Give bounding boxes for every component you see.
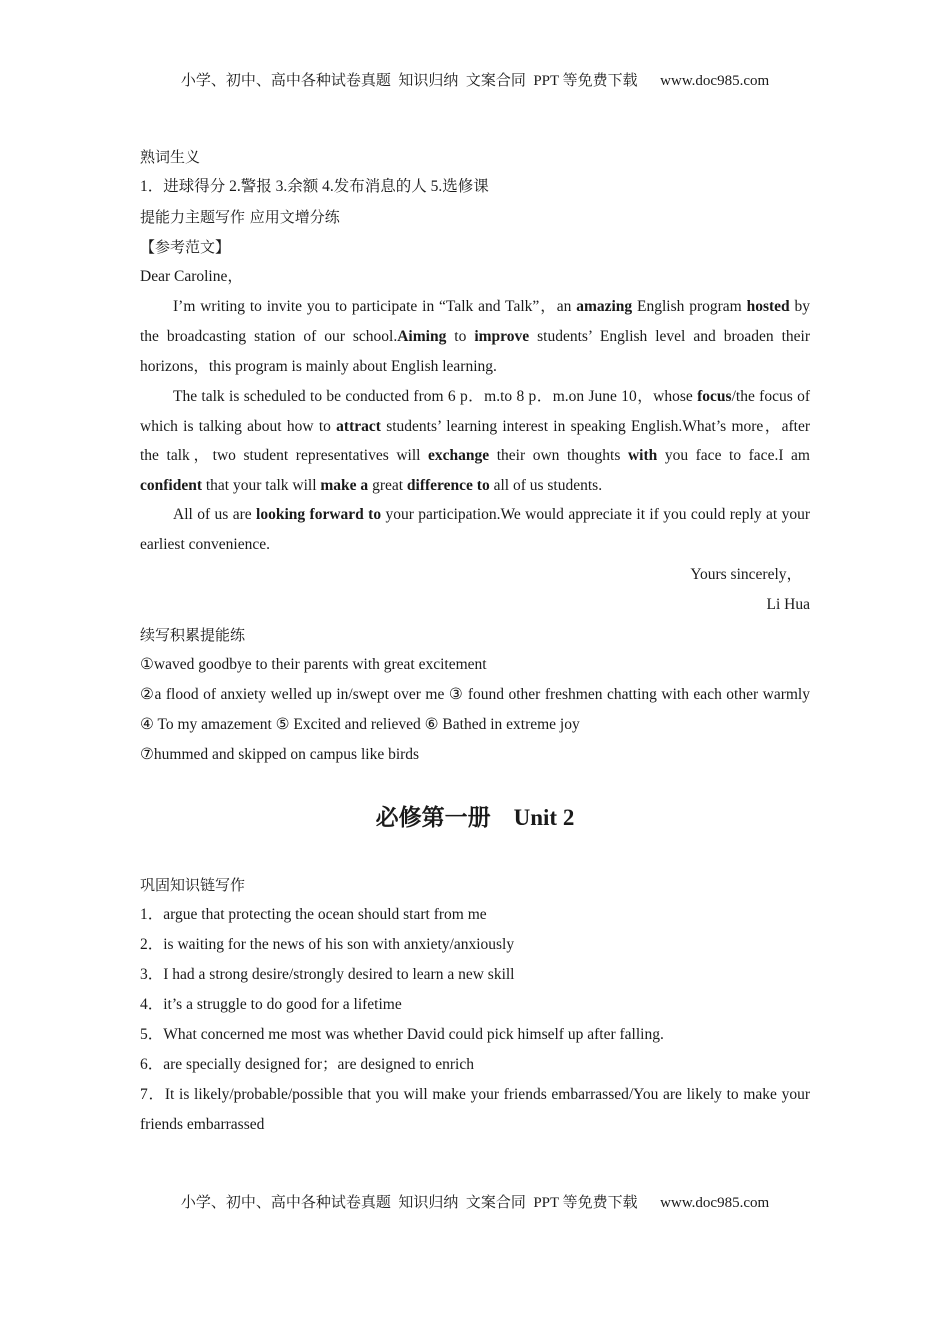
letter-salutation: Dear Caroline， — [140, 268, 243, 285]
list-item: 5．What concerned me most was whether David could pick himself up after falling. — [140, 1025, 664, 1043]
list-item: 6．are specially designed for；are designed to enrich — [140, 1055, 474, 1073]
section-heading-continuation: 续写积累提能练 — [140, 625, 246, 644]
shuci-answers: 1．进球得分 2.警报 3.余额 4.发布消息的人 5.选修课 — [140, 178, 489, 195]
list-item: 4．it’s a struggle to do good for a lifetime — [140, 995, 402, 1013]
reference-label: 【参考范文】 — [140, 238, 231, 256]
continuation-line-3: ⑦hummed and skipped on campus like birds — [140, 745, 420, 763]
list-item: 2．is waiting for the news of his son with anxiety/anxiously — [140, 935, 515, 953]
section-heading-writing: 提能力主题写作 应用文增分练 — [140, 208, 340, 226]
section-heading-knowledge: 巩固知识链写作 — [140, 875, 246, 894]
continuation-line-1: ①waved goodbye to their parents with great excitement — [140, 655, 487, 673]
continuation-line-2: ②a flood of anxiety welled up in/swept over me ③ found other freshmen chatting with each other warmly ④ To my amazement ⑤ Excited and relieved ⑥ Bathed in extreme joy — [140, 685, 810, 733]
letter-paragraph-2: The talk is scheduled to be conducted from 6 p．m.to 8 p．m.on June 10，whose focus/the focus of which is talking about how to attract students’ learning interest in speaking English.What’s more，after the talk，two student representatives will exchange their own thoughts with you face to face.I am confident that your talk will make a great difference to all of us students. — [140, 388, 810, 494]
letter-paragraph-3: All of us are looking forward to your participation.We would appreciate it if you could reply at your earliest convenience. — [140, 506, 811, 553]
document-body — [140, 142, 810, 1140]
letter-signature: Li Hua — [766, 595, 810, 613]
list-item: 7．It is likely/probable/possible that you will make your friends embarrassed/You are likely to make your friends embarrassed — [140, 1085, 810, 1133]
list-item: 1．argue that protecting the ocean should start from me — [140, 905, 487, 923]
page-footer: 小学、初中、高中各种试卷真题 知识归纳 文案合同 PPT 等免费下载 www.doc985.com — [180, 1195, 770, 1211]
letter-paragraph-1: I’m writing to invite you to participate in “Talk and Talk”，an amazing English program hosted by the broadcasting station of our school.Aiming to improve students’ English level and broaden their horizons，this program is mainly about English learning. — [140, 298, 811, 375]
letter-closing: Yours sincerely， — [690, 565, 802, 583]
section-heading-shuci: 熟词生义 — [140, 148, 201, 166]
page-header: 小学、初中、高中各种试卷真题 知识归纳 文案合同 PPT 等免费下载 www.doc985.com — [180, 73, 770, 89]
list-item: 3．I had a strong desire/strongly desired to learn a new skill — [140, 965, 515, 983]
unit-title: 必修第一册 Unit 2 — [375, 804, 575, 831]
